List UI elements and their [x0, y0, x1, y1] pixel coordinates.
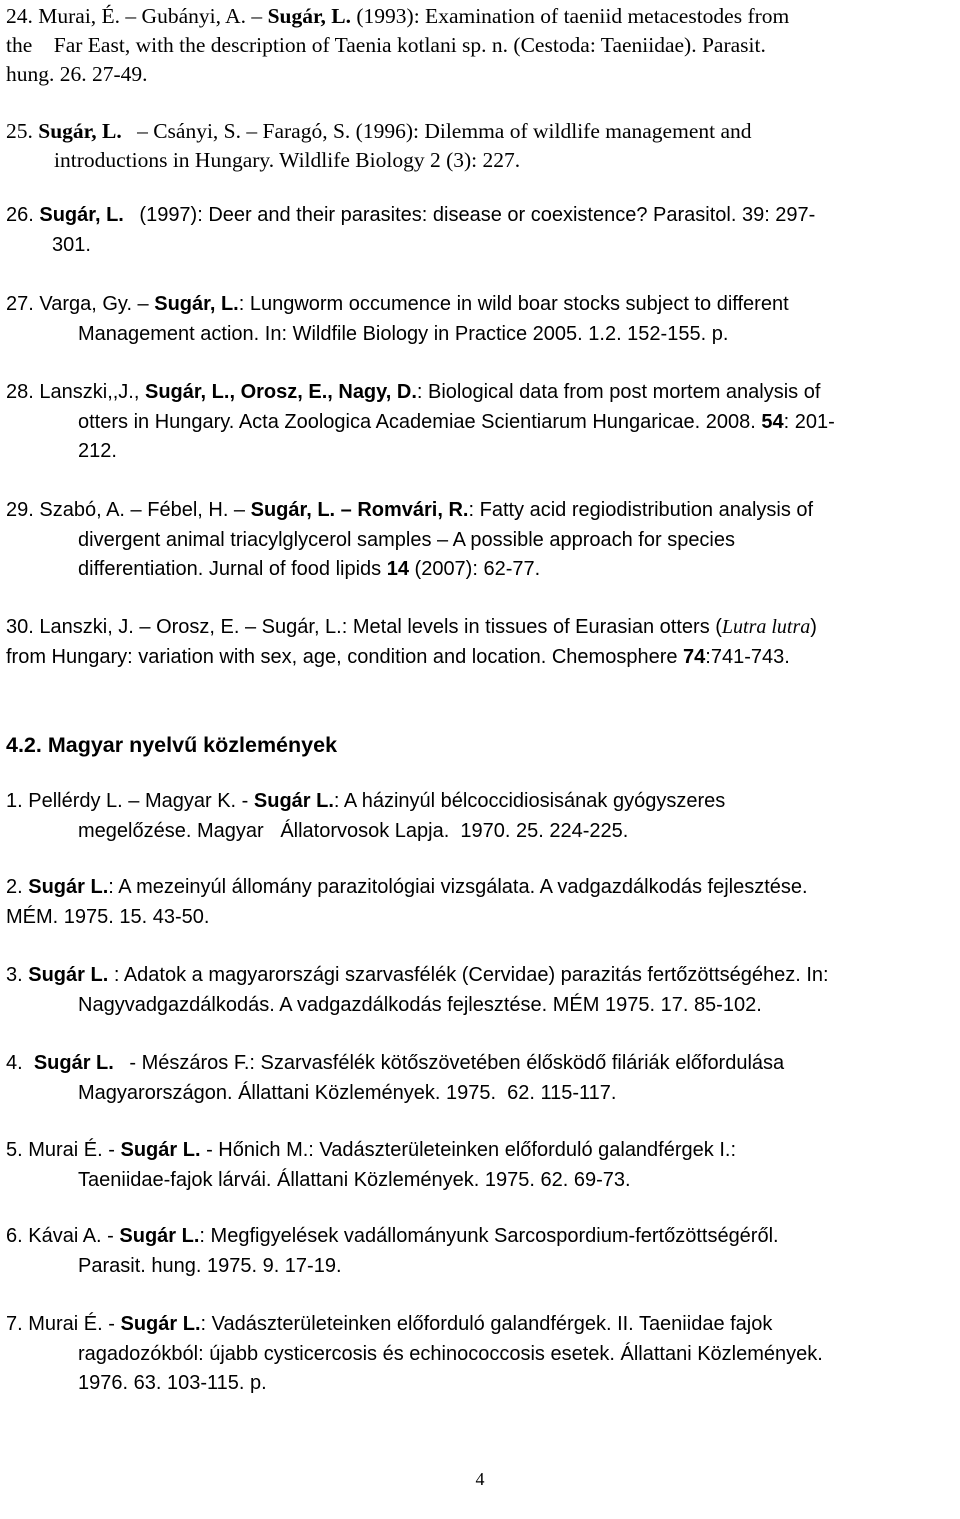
hungarian-reference-6	[6, 1222, 958, 1281]
reference-27	[6, 290, 958, 349]
reference-line: 29. Szabó, A. – Fébel, H. – Sugár, L. – Romvári, R.: Fatty acid regiodistribution analysis of	[6, 499, 814, 521]
reference-24	[6, 2, 958, 89]
reference-line: 4. Sugár L. - Mészáros F.: Szarvasfélék kötőszövetében élősködő filáriák előfordulása	[6, 1052, 785, 1074]
reference-line: introductions in Hungary. Wildlife Biology 2 (3): 227.	[54, 148, 521, 172]
reference-line: 7. Murai É. - Sugár L.: Vadászterületeinken előforduló galandférgek. II. Taeniidae fajok	[6, 1313, 773, 1335]
section-heading: 4.2. Magyar nyelvű közlemények	[6, 733, 338, 757]
hungarian-reference-5	[6, 1136, 958, 1195]
reference-line: Magyarországon. Állattani Közlemények. 1975. 62. 115-117.	[78, 1081, 617, 1104]
hungarian-reference-2	[6, 873, 958, 932]
hungarian-reference-1	[6, 787, 958, 846]
page-number: 4	[475, 1469, 485, 1489]
reference-line: 1. Pellérdy L. – Magyar K. - Sugár L.: A házinyúl bélcoccidiosisának gyógyszeres	[6, 790, 726, 812]
reference-line: megelőzése. Magyar Állatorvosok Lapja. 1970. 25. 224-225.	[78, 819, 629, 842]
reference-line: differentiation. Jurnal of food lipids 14 (2007): 62-77.	[78, 558, 541, 580]
reference-line: 212.	[78, 440, 117, 462]
hungarian-reference-3	[6, 961, 958, 1020]
reference-line: 26. Sugár, L. (1997): Deer and their parasites: disease or coexistence? Parasitol. 39: 297-	[6, 204, 816, 226]
reference-line: Nagyvadgazdálkodás. A vadgazdálkodás fejlesztése. MÉM 1975. 17. 85-102.	[78, 993, 762, 1016]
reference-29	[6, 496, 958, 585]
reference-line: 24. Murai, É. – Gubányi, A. – Sugár, L. (1993): Examination of taeniid metacestodes from	[6, 4, 790, 28]
hungarian-reference-7	[6, 1310, 958, 1399]
reference-line: the Far East, with the description of Taenia kotlani sp. n. (Cestoda: Taeniidae). Parasit.	[6, 33, 766, 57]
reference-line: Management action. In: Wildfile Biology in Practice 2005. 1.2. 152-155. p.	[78, 322, 729, 345]
reference-line: Taeniidae-fajok lárvái. Állattani Közlemények. 1975. 62. 69-73.	[78, 1168, 631, 1191]
reference-line: 28. Lanszki,,J., Sugár, L., Orosz, E., Nagy, D.: Biological data from post mortem analysis of	[6, 381, 821, 403]
reference-line: 2. Sugár L.: A mezeinyúl állomány parazitológiai vizsgálata. A vadgazdálkodás fejlesztése.	[6, 876, 808, 898]
reference-line: Parasit. hung. 1975. 9. 17-19.	[78, 1254, 342, 1277]
reference-30	[6, 613, 958, 672]
reference-line: 5. Murai É. - Sugár L. - Hőnich M.: Vadászterületeinken előforduló galandférgek I.:	[6, 1139, 736, 1161]
reference-26	[6, 201, 958, 260]
reference-line: hung. 26. 27-49.	[6, 62, 148, 86]
reference-line: divergent animal triacylglycerol samples – A possible approach for species	[78, 528, 736, 551]
hungarian-reference-4	[6, 1049, 958, 1108]
reference-line: from Hungary: variation with sex, age, condition and location. Chemosphere 74:741-743.	[6, 645, 790, 668]
reference-28	[6, 378, 958, 467]
reference-line: MÉM. 1975. 15. 43-50.	[6, 905, 210, 928]
reference-line: ragadozókból: újabb cysticercosis és echinococcosis esetek. Állattani Közlemények.	[78, 1342, 823, 1365]
reference-25	[6, 117, 958, 175]
reference-line: 1976. 63. 103-115. p.	[78, 1372, 267, 1394]
reference-line: 3. Sugár L. : Adatok a magyarországi szarvasfélék (Cervidae) parazitás fertőzöttségéhez. In:	[6, 964, 829, 986]
reference-line: 27. Varga, Gy. – Sugár, L.: Lungworm occumence in wild boar stocks subject to different	[6, 293, 789, 315]
reference-line: 301.	[52, 233, 91, 256]
reference-line: 6. Kávai A. - Sugár L.: Megfigyelések vadállományunk Sarcospordium-fertőzöttségéről.	[6, 1225, 779, 1247]
reference-line: 30. Lanszki, J. – Orosz, E. – Sugár, L.: Metal levels in tissues of Eurasian otters (Lutra lutra)	[6, 616, 817, 638]
reference-line: otters in Hungary. Acta Zoologica Academiae Scientiarum Hungaricae. 2008. 54: 201-	[78, 410, 835, 433]
reference-line: 25. Sugár, L. – Csányi, S. – Faragó, S. (1996): Dilemma of wildlife management and	[6, 119, 752, 143]
